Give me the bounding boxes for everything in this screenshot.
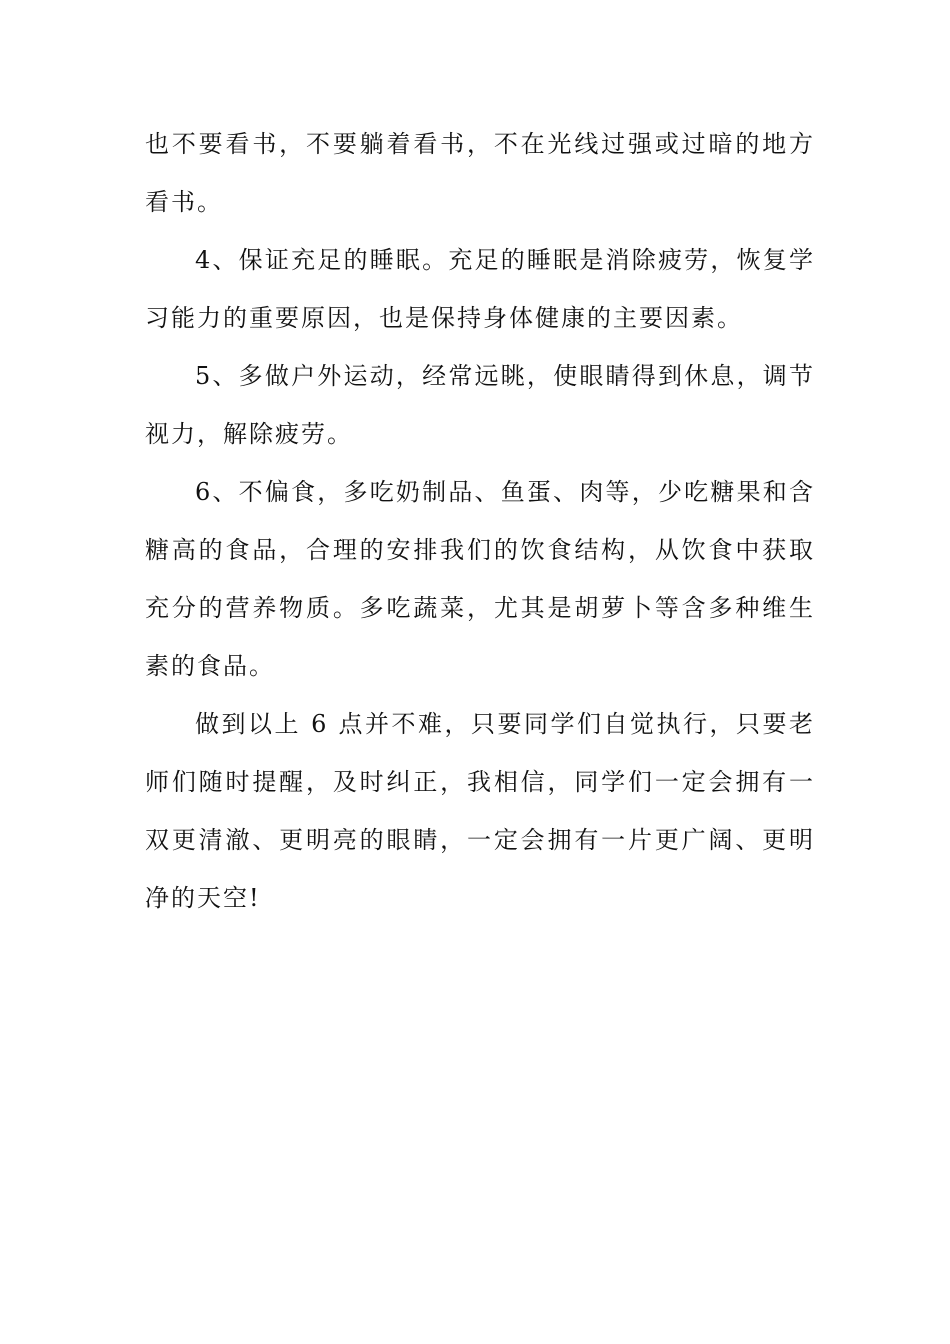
paragraph-item-6: 6、不偏食，多吃奶制品、鱼蛋、肉等，少吃糖果和含糖高的食品，合理的安排我们的饮食结构，从饮食中获取充分的营养物质。多吃蔬菜，尤其是胡萝卜等含多种维生素的食品。 [145, 478, 815, 680]
paragraph-conclusion: 做到以上 6 点并不难，只要同学们自觉执行，只要老师们随时提醒，及时纠正，我相信，同学们一定会拥有一双更清澈、更明亮的眼睛，一定会拥有一片更广阔、更明净的天空! [145, 710, 815, 912]
paragraph-item-4: 4、保证充足的睡眠。充足的睡眠是消除疲劳，恢复学习能力的重要原因，也是保持身体健康的主要因素。 [145, 246, 815, 332]
paragraph-continuation: 也不要看书，不要躺着看书，不在光线过强或过暗的地方看书。 [145, 130, 815, 216]
document-body [145, 115, 815, 927]
paragraph-item-5: 5、多做户外运动，经常远眺，使眼睛得到休息，调节视力，解除疲劳。 [145, 362, 815, 448]
